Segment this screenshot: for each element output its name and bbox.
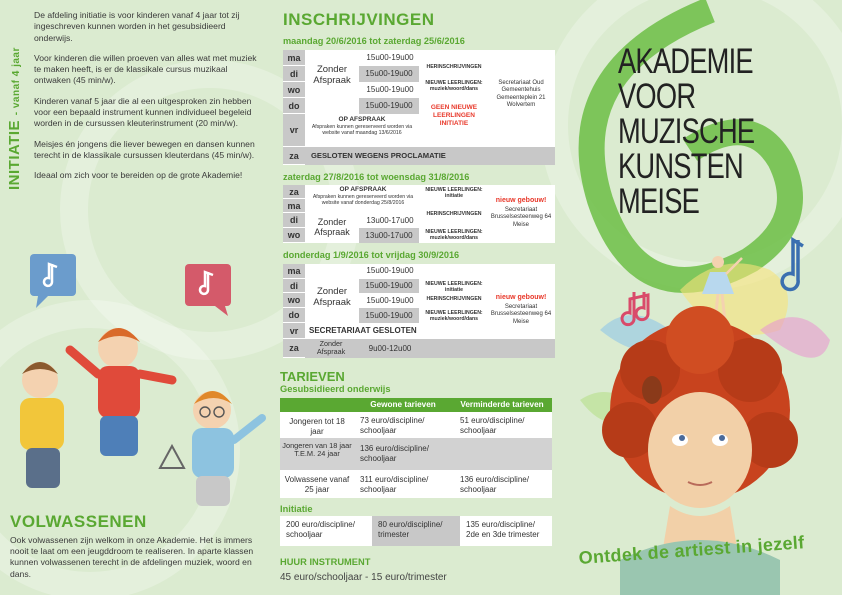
period-2-label: zaterdag 27/8/2016 tot woensdag 31/8/2016 bbox=[283, 172, 470, 182]
time-slot: 15u00-19u00 bbox=[366, 53, 414, 62]
logo-line: MEISE bbox=[618, 182, 700, 221]
verminderd-tarief: 51 euro/discipline/ schooljaar bbox=[460, 416, 525, 435]
period-3-label: donderdag 1/9/2016 tot vrijdag 30/9/2016 bbox=[283, 250, 460, 260]
herinschrijvingen-label: HERINSCHRIJVINGEN bbox=[426, 211, 482, 217]
nieuw-gebouw-label: nieuw gebouw! bbox=[495, 197, 547, 204]
day-cell: wo bbox=[283, 293, 305, 308]
children-illustration bbox=[0, 250, 280, 510]
gewoon-tarief: 136 euro/discipline/ schooljaar bbox=[360, 444, 429, 463]
day-cell: wo bbox=[283, 82, 305, 98]
tarieven-title: TARIEVEN bbox=[280, 369, 345, 384]
day-cell: do bbox=[283, 98, 305, 114]
op-afspraak-text: Afspraken kunnen gereserveerd worden via website vanaf donderdag 25/8/2016 bbox=[312, 194, 414, 207]
table-row bbox=[280, 412, 552, 438]
column-header: Gewone tarieven bbox=[356, 398, 450, 412]
zonder-afspraak: Zonder Afspraak bbox=[316, 339, 346, 356]
time-slot: 15u00-19u00 bbox=[359, 66, 419, 82]
day-cell: za bbox=[283, 185, 305, 199]
day-cell: vr bbox=[283, 323, 305, 339]
secretariaat-address: Secretariaat Oud Gemeentehuis Gemeenteplein 21 Wolvertem bbox=[496, 80, 546, 109]
herinschrijvingen-label: HERINSCHRIJVINGEN bbox=[426, 296, 482, 302]
tarieven-subtitle: Gesubsidieerd onderwijs bbox=[280, 384, 391, 394]
initiatie-tarief: 135 euro/discipline/ 2de en 3de trimester bbox=[460, 516, 552, 546]
slogan: Ontdek de artiest in jezelf bbox=[578, 532, 806, 568]
intro-paragraph: Ideaal om zich voor te bereiden op de grote Akademie! bbox=[34, 170, 243, 181]
initiatie-tarief-title: Initiatie bbox=[280, 504, 313, 514]
inschrijvingen-title: INSCHRIJVINGEN bbox=[283, 10, 435, 29]
verminderd-tarief: 136 euro/discipline/ schooljaar bbox=[460, 475, 529, 494]
op-afspraak-text: Afspraken kunnen gereserveerd worden via website vanaf maandag 13/6/2016 bbox=[311, 124, 413, 137]
gewoon-tarief: 73 euro/discipline/ schooljaar bbox=[360, 416, 425, 435]
triangle-instrument-icon bbox=[160, 446, 184, 468]
initiatie-vertical-title bbox=[6, 47, 26, 210]
music-note-icon bbox=[782, 240, 803, 289]
nieuwe-leerlingen-label: NIEUWE LEERLINGEN: initiatie bbox=[425, 281, 483, 294]
zonder-afspraak: Zonder Afspraak bbox=[313, 64, 351, 86]
logo-line: MUZISCHE bbox=[618, 112, 755, 151]
child-shirt bbox=[20, 398, 64, 450]
volwassenen-title: VOLWASSENEN bbox=[10, 512, 147, 531]
day-cell: di bbox=[283, 66, 305, 82]
table-row bbox=[280, 470, 552, 498]
time-slot: 13u00-17u00 bbox=[359, 228, 419, 243]
initiatie-tarief: 80 euro/discipline/ trimester bbox=[372, 516, 460, 546]
day-cell: do bbox=[283, 308, 305, 323]
gewoon-tarief: 311 euro/discipline/ schooljaar bbox=[360, 475, 429, 494]
time-slot: 15u00-19u00 bbox=[359, 98, 419, 114]
row-label: Jongeren van 18 jaar T.E.M. 24 jaar bbox=[282, 441, 352, 459]
zonder-afspraak: Zonder Afspraak bbox=[313, 286, 351, 308]
girl-face bbox=[648, 392, 752, 508]
op-afspraak-label: OP AFSPRAAK bbox=[338, 116, 386, 123]
nieuwe-leerlingen-label: NIEUWE LEERLINGEN: initiatie bbox=[425, 187, 483, 200]
intro-paragraph: De afdeling initiatie is voor kinderen vanaf 4 jaar tot zij ingeschreven kunnen worden in het gesubsidieerd onderwijs. bbox=[34, 10, 240, 43]
day-cell: vr bbox=[283, 114, 305, 147]
logo-line: KUNSTEN bbox=[618, 147, 743, 186]
day-cell: za bbox=[283, 339, 305, 358]
child-shirt bbox=[98, 366, 140, 418]
volwassenen-text: Ook volwassenen zijn welkom in onze Akademie. Het is immers nooit te laat om een jeugddroom te realiseren. In aparte klassen kunnen volwassenen terecht in de afdelingen muziek, woord en dans. bbox=[10, 535, 254, 579]
intro-paragraph: Voor kinderen die willen proeven van alles wat met muziek te maken heeft, is er de klassikale cursus muzikaal ontwaken (45 min/w). bbox=[34, 52, 257, 86]
intro-paragraph: Kinderen vanaf 5 jaar die al een uitgesproken zin hebben voor een bepaald instrument kunnen individueel begeleid worden in de cursussen kleuterinstrument (20 min/w). bbox=[34, 95, 252, 129]
op-afspraak-label: OP AFSPRAAK bbox=[339, 186, 387, 193]
time-slot: 15u00-19u00 bbox=[366, 296, 414, 305]
schedule-table-3 bbox=[283, 264, 555, 358]
herinschrijvingen-label: HERINSCHRIJVINGEN bbox=[426, 64, 482, 70]
day-cell: di bbox=[283, 279, 305, 293]
secretariaat-address: Secretariaat Brusselsesteenweg 64 Meise bbox=[490, 304, 552, 325]
row-label: Jongeren tot 18 jaar bbox=[289, 417, 345, 436]
day-cell: di bbox=[283, 213, 305, 228]
time-slot: 13u00-17u00 bbox=[366, 216, 414, 225]
ballerina bbox=[712, 256, 724, 268]
child-shirt bbox=[192, 428, 234, 478]
day-cell: ma bbox=[283, 50, 305, 66]
nieuwe-leerlingen-label: NIEUWE LEERLINGEN: muziek/woord/dans bbox=[425, 80, 483, 93]
geen-nieuwe-label: GEEN NIEUWE LEERLINGEN INITIATIE bbox=[430, 104, 478, 127]
intro-paragraph: Meisjes én jongens die liever bewegen en dansen kunnen terecht in de klassikale cursussen kleuterdans (45 min/w). bbox=[34, 138, 255, 160]
logo-line: VOOR bbox=[618, 77, 696, 116]
schedule-table-2 bbox=[283, 185, 555, 243]
initiatie-tarief: 200 euro/discipline/ schooljaar bbox=[280, 516, 372, 546]
schedule-table-1 bbox=[283, 50, 555, 165]
table-row bbox=[280, 438, 552, 470]
secretariaat-gesloten: SECRETARIAAT GESLOTEN bbox=[309, 326, 417, 335]
akademie-logo bbox=[618, 44, 754, 219]
huur-instrument-text: 45 euro/schooljaar - 15 euro/trimester bbox=[280, 572, 447, 583]
initiatie-subtitle: - vanaf 4 jaar bbox=[11, 47, 22, 116]
time-slot: 15u00-19u00 bbox=[359, 279, 419, 293]
logo-line: AKADEMIE bbox=[618, 42, 753, 81]
row-label: Volwassene vanaf 25 jaar bbox=[284, 475, 350, 494]
initiatie-tarief-row bbox=[280, 516, 552, 546]
day-cell: za bbox=[283, 147, 305, 165]
day-cell: ma bbox=[283, 264, 305, 279]
time-slot: 15u00-19u00 bbox=[359, 308, 419, 323]
initiatie-title: INITIATIE bbox=[6, 119, 23, 190]
time-slot: 15u00-19u00 bbox=[366, 85, 414, 94]
nieuwe-leerlingen-label: NIEUWE LEERLINGEN: muziek/woord/dans bbox=[425, 310, 483, 323]
day-cell: wo bbox=[283, 228, 305, 243]
initiatie-intro bbox=[34, 10, 266, 191]
period-1-label: maandag 20/6/2016 tot zaterdag 25/6/2016 bbox=[283, 36, 465, 46]
secretariaat-address: Secretariaat Brusselsesteenweg 64 Meise bbox=[490, 207, 552, 228]
time-slot: 9u00-12u00 bbox=[368, 344, 412, 353]
nieuw-gebouw-label: nieuw gebouw! bbox=[495, 294, 547, 301]
violin-icon bbox=[642, 376, 662, 404]
time-slot: 15u00-19u00 bbox=[366, 266, 414, 275]
column-header: Verminderde tarieven bbox=[452, 398, 552, 412]
nieuwe-leerlingen-label: NIEUWE LEERLINGEN: muziek/woord/dans bbox=[425, 229, 483, 242]
huur-instrument-title: HUUR INSTRUMENT bbox=[280, 557, 371, 567]
gesloten-label: GESLOTEN WEGENS PROCLAMATIE bbox=[305, 147, 555, 165]
day-cell: ma bbox=[283, 199, 305, 213]
zonder-afspraak: Zonder Afspraak bbox=[314, 217, 350, 237]
